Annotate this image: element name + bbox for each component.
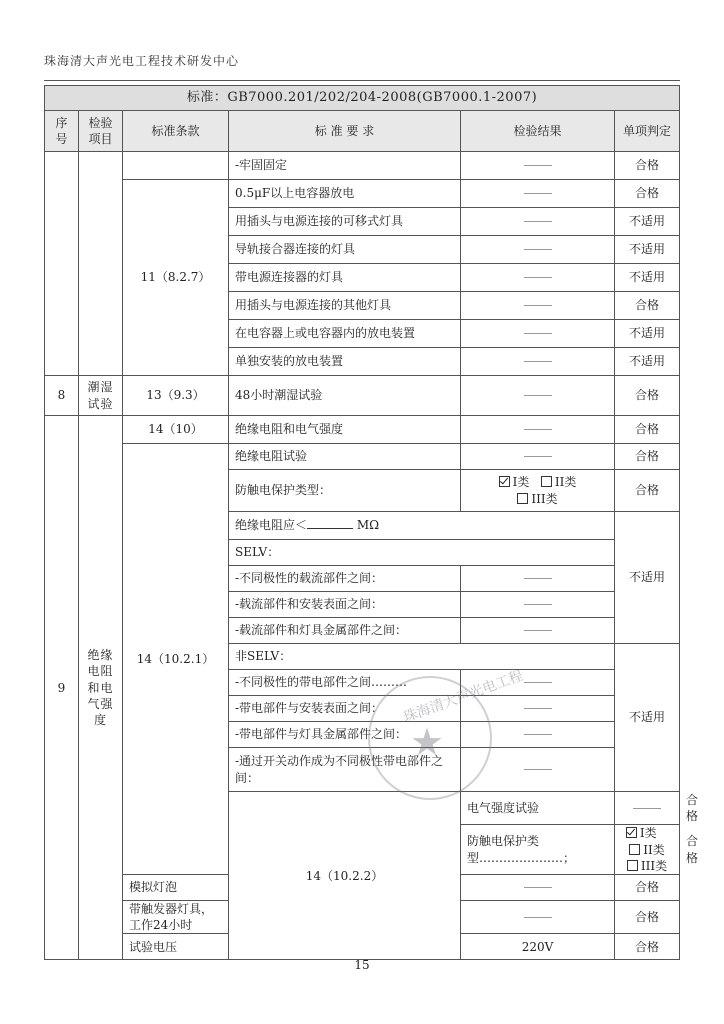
- verdict-cell: 不适用: [615, 264, 680, 292]
- class-checkbox-line: [467, 474, 608, 490]
- requirement-cell: 用插头与电源连接的可移式灯具: [229, 208, 461, 236]
- verdict-cell: 合格: [615, 416, 680, 444]
- requirement-cell: 电气强度试验: [461, 792, 615, 825]
- requirement-cell: -载流部件和安装表面之间：: [229, 592, 461, 618]
- seq-cell: 9: [45, 416, 79, 960]
- verdict-cell: 不适用: [615, 512, 680, 644]
- clause-cell-empty: [123, 152, 229, 180]
- verdict-cell: 合格: [615, 376, 680, 416]
- clause-cell: 11（8.2.7）: [123, 180, 229, 376]
- requirement-cell: 试验电压: [123, 934, 229, 960]
- resistance-blank: [307, 518, 353, 529]
- result-dash: [524, 395, 552, 396]
- requirement-cell: 模拟灯泡: [123, 874, 229, 900]
- result-dash: [524, 734, 552, 735]
- result-cell: [461, 348, 615, 376]
- requirement-cell: 非SELV：: [229, 644, 615, 670]
- result-cell: 220V: [461, 934, 615, 960]
- clause-cell: 13（9.3）: [123, 376, 229, 416]
- item-cell-empty: [79, 152, 123, 376]
- clause-cell: 14（10）: [123, 416, 229, 444]
- result-dash: [524, 333, 552, 334]
- result-dash: [524, 429, 552, 430]
- result-cell: [461, 618, 615, 644]
- verdict-cell: 合格: [615, 292, 680, 320]
- requirement-cell: 在电容器上或电容器内的放电装置: [229, 320, 461, 348]
- checkbox-class-iii[interactable]: [517, 493, 528, 504]
- class-ii-label: II类: [554, 475, 577, 490]
- result-dash: [524, 708, 552, 709]
- requirement-cell: 导轨接合器连接的灯具: [229, 236, 461, 264]
- result-dash: [524, 165, 552, 166]
- table-row: 14（10.2.2） 电气强度试验 合格: [45, 792, 680, 825]
- result-cell: [461, 180, 615, 208]
- requirement-cell: 单独安装的放电装置: [229, 348, 461, 376]
- result-dash: [524, 249, 552, 250]
- star-icon: ★: [410, 720, 445, 764]
- result-dash: [524, 769, 552, 770]
- checkbox-class-ii[interactable]: [541, 476, 552, 487]
- requirement-cell: -带电部件与灯具金属部件之间：: [229, 722, 461, 748]
- table-row: [45, 376, 680, 416]
- class-iii-label: III类: [640, 858, 668, 873]
- result-dash: [524, 221, 552, 222]
- result-dash: [524, 887, 552, 888]
- header-divider: [44, 80, 680, 81]
- table-row: [45, 416, 680, 444]
- table-row: 防触电保护类型…………………； I类 II类 III类 合格: [45, 825, 680, 875]
- verdict-cell: 合格: [615, 874, 680, 900]
- result-cell: [461, 152, 615, 180]
- result-dash: [524, 917, 552, 918]
- column-header-row: [45, 111, 680, 152]
- requirement-cell: -不同极性的载流部件之间：: [229, 566, 461, 592]
- requirement-cell: 带触发器灯具，工作24小时: [123, 900, 229, 933]
- requirement-cell: 防触电保护类型…………………；: [461, 825, 615, 875]
- requirement-cell: -载流部件和灯具金属部件之间：: [229, 618, 461, 644]
- requirement-cell: -牢固固定: [229, 152, 461, 180]
- requirement-cell: 绝缘电阻和电气强度: [229, 416, 461, 444]
- verdict-cell: 不适用: [615, 236, 680, 264]
- result-cell: [461, 874, 615, 900]
- col-header-item: 检验项目: [79, 111, 123, 152]
- result-dash: [524, 361, 552, 362]
- result-cell: [461, 264, 615, 292]
- result-dash: [633, 808, 661, 809]
- result-cell: [461, 376, 615, 416]
- class-i-label: I类: [639, 826, 657, 841]
- table-row: [45, 180, 680, 208]
- result-dash: [524, 630, 552, 631]
- resistance-prefix: 绝缘电阻应＜: [235, 518, 308, 533]
- class-checkbox-line: [467, 491, 608, 507]
- requirement-cell: SELV：: [229, 540, 615, 566]
- class-iii-label: III类: [531, 491, 558, 506]
- item-cell: 潮湿试验: [79, 376, 123, 416]
- result-cell: [615, 825, 680, 875]
- result-cell: [461, 900, 615, 933]
- verdict-cell: 不适用: [615, 348, 680, 376]
- requirement-cell: 防触电保护类型：: [229, 470, 461, 512]
- resistance-unit: MΩ: [356, 518, 380, 533]
- requirement-cell: -通过开关动作成为不同极性带电部件之间：: [229, 748, 461, 792]
- checkbox-class-iii[interactable]: [627, 860, 638, 871]
- result-cell: [461, 236, 615, 264]
- result-dash: [524, 604, 552, 605]
- verdict-cell: 合格: [615, 180, 680, 208]
- clause-cell: 14（10.2.2）: [229, 792, 461, 960]
- col-header-requirement: 标 准 要 求: [229, 111, 461, 152]
- result-dash: [524, 277, 552, 278]
- clause-cell: 14（10.2.1）: [123, 444, 229, 875]
- result-cell: [461, 566, 615, 592]
- col-header-result: 检验结果: [461, 111, 615, 152]
- result-cell: [461, 416, 615, 444]
- verdict-cell: 合格: [615, 470, 680, 512]
- page-header: 珠海清大声光电工程技术研发中心: [44, 54, 240, 68]
- seal-text: 珠海清大声光电工程: [401, 667, 526, 727]
- requirement-cell: 用插头与电源连接的其他灯具: [229, 292, 461, 320]
- requirement-cell: 绝缘电阻试验: [229, 444, 461, 470]
- class-i-label: I类: [512, 475, 530, 490]
- requirement-cell: 0.5μF以上电容器放电: [229, 180, 461, 208]
- checkbox-class-i[interactable]: [626, 827, 637, 838]
- result-cell: [461, 320, 615, 348]
- class-checkbox-line: [621, 825, 673, 857]
- table-row: [45, 444, 680, 470]
- verdict-cell: 不适用: [615, 644, 680, 792]
- result-dash: [524, 305, 552, 306]
- col-header-verdict: 单项判定: [615, 111, 680, 152]
- class-ii-label: II类: [643, 842, 665, 857]
- seq-cell-empty: [45, 152, 79, 376]
- class-checkbox-line: [621, 858, 673, 874]
- verdict-cell: 不适用: [615, 320, 680, 348]
- result-cell: [461, 592, 615, 618]
- result-cell: [461, 292, 615, 320]
- verdict-cell: 合格: [615, 934, 680, 960]
- result-dash: [524, 193, 552, 194]
- result-cell: [461, 748, 615, 792]
- result-dash: [524, 682, 552, 683]
- seq-cell: 8: [45, 376, 79, 416]
- checkbox-class-ii[interactable]: [629, 844, 640, 855]
- col-header-clause: 标准条款: [123, 111, 229, 152]
- requirement-cell: 48小时潮湿试验: [229, 376, 461, 416]
- requirement-cell: -不同极性的带电部件之间………: [229, 670, 461, 696]
- result-cell: [461, 444, 615, 470]
- requirement-cell: [229, 512, 615, 540]
- result-cell: [461, 670, 615, 696]
- col-header-seq: 序号: [45, 111, 79, 152]
- result-cell: [461, 722, 615, 748]
- page-number: 15: [354, 958, 370, 972]
- result-cell: [615, 792, 680, 825]
- requirement-cell: 带电源连接器的灯具: [229, 264, 461, 292]
- checkbox-class-i[interactable]: [499, 476, 510, 487]
- verdict-cell: 不适用: [615, 208, 680, 236]
- result-dash: [524, 578, 552, 579]
- result-dash: [524, 456, 552, 457]
- verdict-cell: 合格: [615, 444, 680, 470]
- result-cell: [461, 470, 615, 512]
- result-cell: [461, 208, 615, 236]
- verdict-cell: 合格: [615, 900, 680, 933]
- result-cell: [461, 696, 615, 722]
- standard-title: 标准：GB7000.201/202/204-2008(GB7000.1-2007): [45, 86, 680, 111]
- item-cell: 绝缘电阻和电气强度: [79, 416, 123, 960]
- requirement-cell: -带电部件与安装表面之间：: [229, 696, 461, 722]
- table-row: [45, 152, 680, 180]
- verdict-cell: 合格: [615, 152, 680, 180]
- standard-row: [45, 86, 680, 111]
- test-report-table: [44, 85, 699, 960]
